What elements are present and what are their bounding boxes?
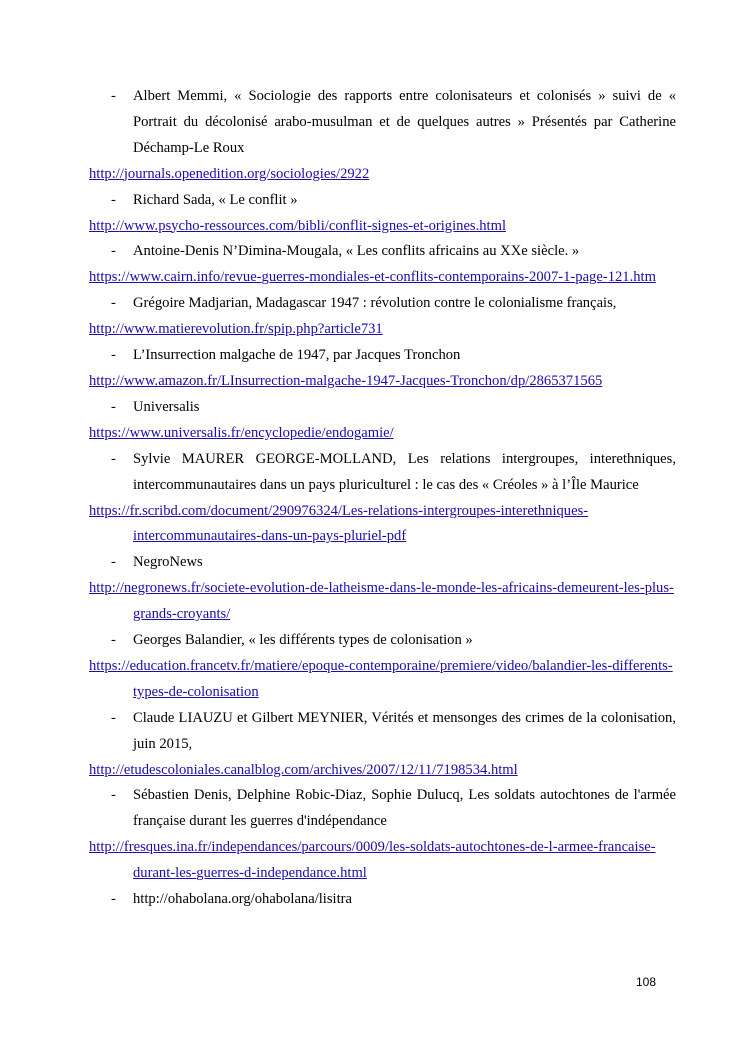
- list-dash: -: [111, 243, 116, 260]
- list-dash: -: [111, 787, 116, 804]
- reference-link[interactable]: http://negronews.fr/societe-evolution-de-latheisme-dans-le-monde-les-africains-demeurent-les-plus-grands-croyants/: [89, 580, 674, 623]
- reference-link[interactable]: http://journals.openedition.org/sociologies/2922: [89, 165, 370, 182]
- reference-entry: [89, 887, 676, 913]
- reference-text: Claude LIAUZU et Gilbert MEYNIER, Vérités et mensonges des crimes de la colonisation, juin 2015,: [133, 709, 676, 752]
- reference-entry: [89, 447, 676, 499]
- list-dash: -: [111, 295, 116, 312]
- reference-text: Richard Sada, « Le conflit »: [133, 191, 298, 208]
- reference-link[interactable]: https://www.universalis.fr/encyclopedie/endogamie/: [89, 424, 394, 441]
- reference-text: Sébastien Denis, Delphine Robic-Diaz, Sophie Dulucq, Les soldats autochtones de l'armée française durant les guerres d'indépendance: [133, 787, 676, 830]
- list-dash: -: [111, 554, 116, 571]
- reference-entry: [89, 188, 676, 214]
- reference-text: Universalis: [133, 398, 200, 415]
- reference-text: Antoine-Denis N’Dimina-Mougala, « Les conflits africains au XXe siècle. »: [133, 243, 580, 260]
- reference-list: [89, 84, 676, 913]
- reference-link[interactable]: https://education.francetv.fr/matiere/epoque-contemporaine/premiere/video/balandier-les-differents-types-de-colonisation: [89, 657, 673, 700]
- list-dash: -: [111, 709, 116, 726]
- reference-entry: [89, 395, 676, 421]
- reference-text: http://ohabolana.org/ohabolana/lisitra: [133, 891, 352, 908]
- reference-entry: [89, 550, 676, 576]
- reference-link[interactable]: https://www.cairn.info/revue-guerres-mondiales-et-conflits-contemporains-2007-1-page-121.htm: [89, 269, 656, 286]
- reference-entry: [89, 343, 676, 369]
- reference-link[interactable]: http://etudescoloniales.canalblog.com/archives/2007/12/11/7198534.html: [89, 761, 518, 778]
- reference-text: L’Insurrection malgache de 1947, par Jacques Tronchon: [133, 347, 461, 364]
- reference-entry: [89, 239, 676, 265]
- reference-link[interactable]: http://www.amazon.fr/LInsurrection-malgache-1947-Jacques-Tronchon/dp/2865371565: [89, 372, 603, 389]
- reference-entry: [89, 84, 676, 162]
- reference-entry: [89, 706, 676, 758]
- reference-text: Georges Balandier, « les différents types de colonisation »: [133, 632, 473, 649]
- reference-text: Sylvie MAURER GEORGE-MOLLAND, Les relations intergroupes, interethniques, intercommunautaires dans un pays pluriculturel : le cas des « Créoles » à l’Île Maurice: [133, 450, 676, 493]
- reference-link[interactable]: https://fr.scribd.com/document/290976324/Les-relations-intergroupes-interethniques-intercommunautaires-dans-un-pays-pluriel-pdf: [89, 502, 589, 545]
- list-dash: -: [111, 347, 116, 364]
- list-dash: -: [111, 398, 116, 415]
- reference-link[interactable]: http://www.psycho-ressources.com/bibli/conflit-signes-et-origines.html: [89, 217, 507, 234]
- reference-text: Albert Memmi, « Sociologie des rapports entre colonisateurs et colonisés » suivi de « Portrait du décolonisé arabo-musulman et de quelques autres » Présentés par Catherine Déchamp-Le Roux: [133, 88, 676, 156]
- reference-entry: [89, 628, 676, 654]
- reference-link[interactable]: http://www.matierevolution.fr/spip.php?article731: [89, 321, 383, 338]
- page-number: 108: [636, 975, 657, 989]
- list-dash: -: [111, 88, 116, 104]
- reference-entry: [89, 291, 676, 317]
- list-dash: -: [111, 632, 116, 649]
- reference-text: NegroNews: [133, 554, 203, 571]
- reference-entry: [89, 783, 676, 835]
- list-dash: -: [111, 191, 116, 208]
- list-dash: -: [111, 450, 116, 467]
- reference-text: Grégoire Madjarian, Madagascar 1947 : révolution contre le colonialisme français,: [133, 295, 617, 312]
- reference-link[interactable]: http://fresques.ina.fr/independances/parcours/0009/les-soldats-autochtones-de-l-armee-francaise-durant-les-guerres-d-independance.html: [89, 839, 656, 882]
- list-dash: -: [111, 891, 116, 908]
